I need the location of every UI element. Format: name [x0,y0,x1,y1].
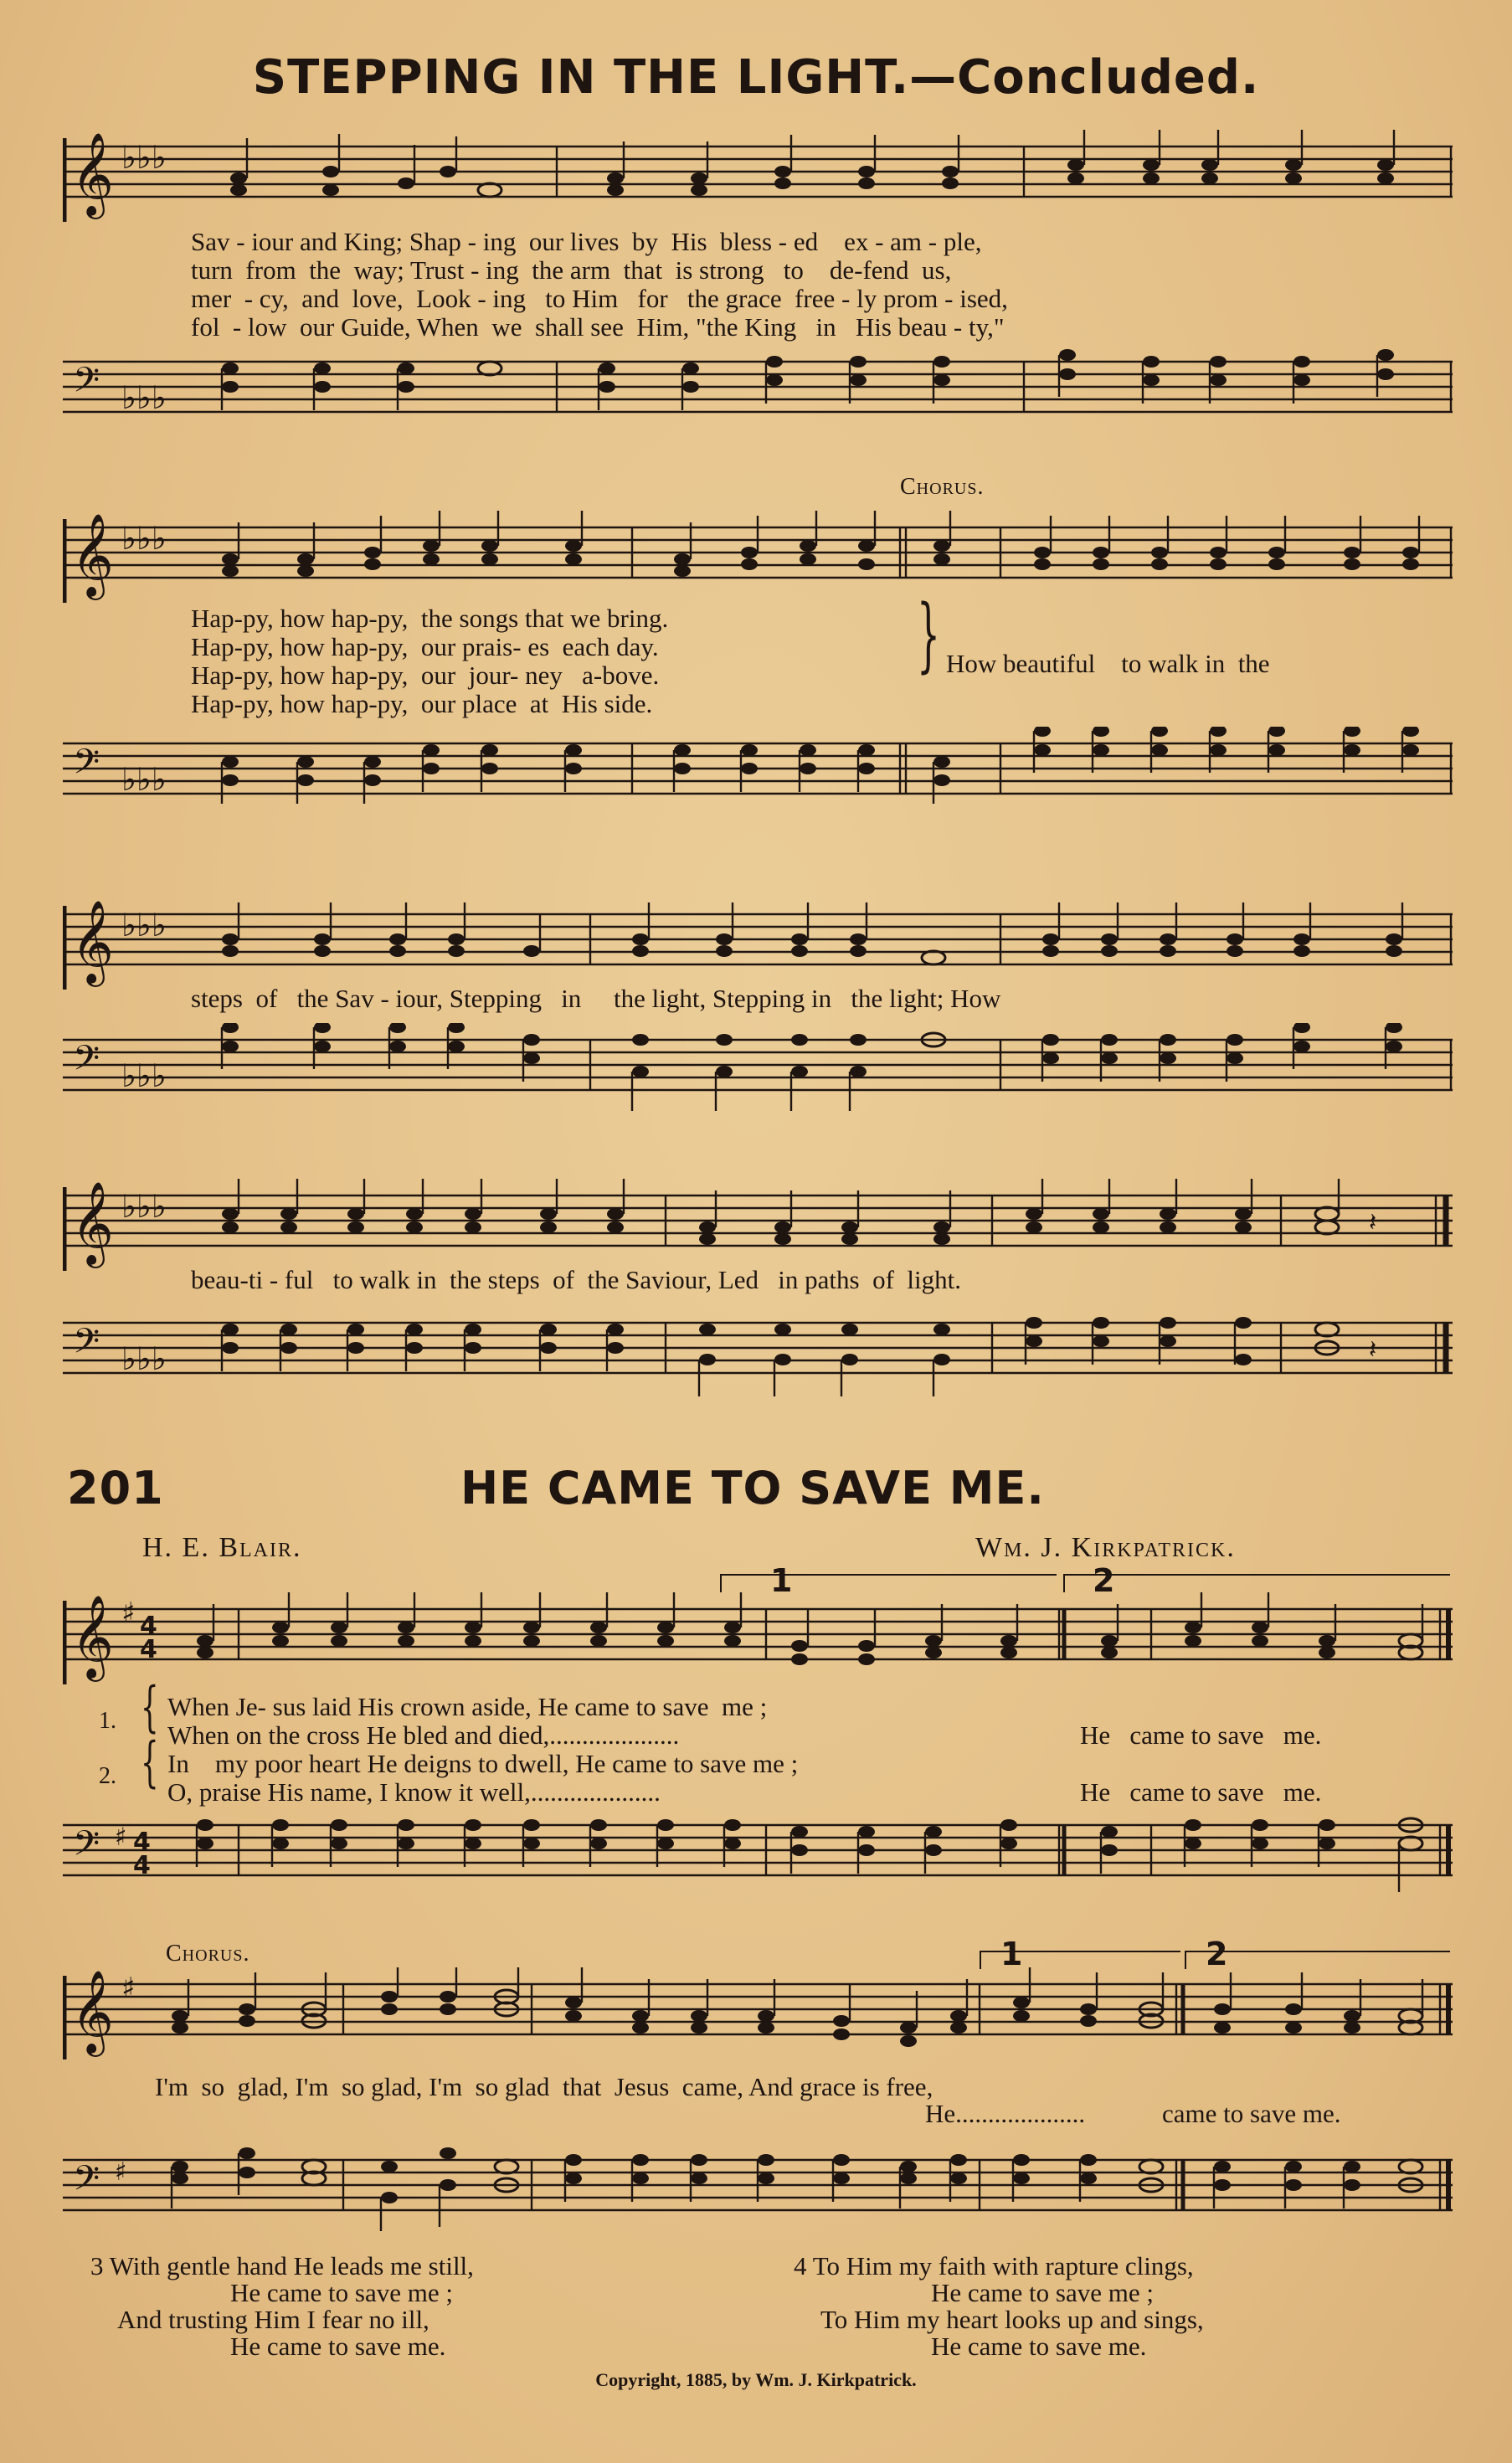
song2-chorus-line-1: I'm so glad, I'm so glad, I'm so glad that Jesus came, And grace is free, [155,2072,933,2101]
svg-text:♭♭♭: ♭♭♭ [121,139,167,176]
svg-text:♭♭♭: ♭♭♭ [121,379,167,416]
svg-text:𝄢: 𝄢 [73,742,100,790]
lyric-line: Hap-py, how hap-py, the songs that we bring. [191,604,669,633]
stanza-3-line: He came to save me. [230,2332,446,2361]
svg-text:♯: ♯ [121,1972,136,2005]
svg-text:𝄢: 𝄢 [73,1823,100,1872]
treble-staff-lines [63,1592,1453,1684]
chorus-label: Chorus. [900,474,985,500]
svg-text:♭♭♭: ♭♭♭ [121,1057,167,1094]
song2-system-2-bass-staff [63,2143,1453,2235]
svg-text:𝄞: 𝄞 [71,1595,114,1679]
svg-text:𝄽: 𝄽 [1369,1208,1377,1237]
verse-2-line-1: In my poor heart He deigns to dwell, He came to save me ; [167,1749,799,1778]
svg-text:𝄞: 𝄞 [71,513,114,597]
system-2-treble-staff [63,511,1453,603]
treble-staff-lines [63,511,1453,603]
verse-2-brace-icon: { [141,1731,159,1795]
svg-text:𝄢: 𝄢 [73,1038,100,1087]
song2-title: HE CAME TO SAVE ME. [460,1462,1045,1514]
bass-staff-lines [63,1023,1453,1115]
svg-text:4: 4 [133,1828,151,1857]
lyric-line: fol - low our Guide, When we shall see Him, "the King in His beau - ty," [191,312,1005,342]
chorus-line-2-lyric: steps of the Sav - iour, Stepping in the light, Stepping in the light; How [191,984,1001,1013]
song2-system-1-treble-staff [63,1592,1453,1684]
system-2-bass-staff [63,727,1453,819]
ending-number-1: 1 [770,1562,794,1599]
bass-staff-lines [63,727,1453,819]
song2-chorus-line-2b: came to save me. [1162,2099,1341,2128]
treble-staff-lines [63,1967,1453,2059]
svg-text:♭♭♭: ♭♭♭ [121,761,167,798]
svg-text:♯: ♯ [115,2157,127,2187]
lyric-line: Hap-py, how hap-py, our place at His side. [191,689,653,718]
bass-staff-lines [63,1808,1453,1900]
song2-chorus-label: Chorus. [166,1941,250,1967]
verse-number-1: 1. [99,1708,116,1734]
svg-text:4: 4 [133,1851,151,1880]
bass-staff-lines [63,2143,1453,2235]
song2-system-1-bass-staff [63,1808,1453,1900]
svg-text:𝄢: 𝄢 [73,2158,100,2207]
treble-staff-lines [63,1179,1453,1271]
lyric-line: mer - cy, and love, Look - ing to Him for the grace free - ly prom - ised, [191,284,1008,313]
lyric-line: Sav - iour and King; Shap - ing our lives by His bless - ed ex - am - ple, [191,227,982,256]
stanza-3-line: And trusting Him I fear no ill, [117,2305,429,2334]
bass-staff-lines [63,1306,1453,1398]
system-4-bass-staff [63,1306,1453,1398]
chorus-ending-number-1: 1 [1000,1936,1024,1972]
author: H. E. Blair. [142,1532,302,1563]
svg-text:♯: ♯ [121,1597,136,1630]
svg-text:♭♭♭: ♭♭♭ [121,520,167,557]
svg-text:𝄞: 𝄞 [71,1181,114,1265]
verse-1-brace-icon: { [141,1676,159,1740]
treble-staff-lines [63,897,1453,990]
system-3-bass-staff [63,1023,1453,1115]
svg-text:𝄞: 𝄞 [71,1970,114,2054]
svg-text:♭♭♭: ♭♭♭ [121,907,167,944]
song2-chorus-line-2a: He.................... [925,2099,1086,2128]
stanza-3-line: 3 With gentle hand He leads me still, [90,2251,474,2280]
system-4-treble-staff [63,1179,1453,1271]
verse-2-line-2: O, praise His name, I know it well,.................... [167,1777,661,1807]
lyric-line: Hap-py, how hap-py, our prais- es each day. [191,632,659,661]
svg-text:4: 4 [140,1612,157,1641]
svg-text:𝄢: 𝄢 [73,360,100,409]
svg-text:4: 4 [140,1635,157,1664]
hymn-number: 201 [67,1462,164,1514]
lyric-line: Hap-py, how hap-py, our jour- ney a-bove. [191,661,660,690]
svg-text:♭♭♭: ♭♭♭ [121,1340,167,1377]
stanza-4-line: He came to save me. [931,2332,1147,2361]
song1-title: STEPPING IN THE LIGHT.—Concluded. [252,50,1260,105]
system-1-treble-staff [63,130,1453,222]
verse-2-ending: He came to save me. [1080,1777,1322,1807]
verse-number-2: 2. [99,1763,116,1789]
chorus-start-lyric: How beautiful to walk in the [946,649,1270,678]
bass-staff-lines [63,345,1453,437]
svg-text:𝄽: 𝄽 [1369,1335,1377,1365]
chorus-line-3-lyric: beau-ti - ful to walk in the steps of the Saviour, Led in paths of light. [191,1265,961,1294]
svg-text:𝄢: 𝄢 [73,1321,100,1370]
brace-icon: } [917,588,940,682]
song2-system-2-treble-staff [63,1967,1453,2059]
stanza-3-line: He came to save me ; [230,2278,453,2307]
system-3-treble-staff [63,897,1453,990]
verse-1-ending: He came to save me. [1080,1720,1322,1750]
treble-staff-lines [63,130,1453,222]
verse-1-line-1: When Je- sus laid His crown aside, He came to save me ; [167,1692,768,1721]
stanza-4-line: To Him my heart looks up and sings, [820,2305,1204,2334]
verse-1-line-2: When on the cross He bled and died,.................... [167,1720,680,1750]
svg-text:♭♭♭: ♭♭♭ [121,1188,167,1225]
svg-text:𝄞: 𝄞 [71,132,114,216]
chorus-ending-number-2: 2 [1206,1936,1229,1972]
system-1-bass-staff [63,345,1453,437]
ending-bracket-2 [1063,1574,1450,1592]
composer: Wm. J. Kirkpatrick. [975,1532,1236,1563]
copyright: Copyright, 1885, by Wm. J. Kirkpatrick. [595,2369,917,2390]
stanza-4-line: He came to save me ; [931,2278,1154,2307]
stanza-4-line: 4 To Him my faith with rapture clings, [794,2251,1194,2280]
lyric-line: turn from the way; Trust - ing the arm that is strong to de-fend us, [191,255,952,285]
svg-text:♯: ♯ [115,1823,127,1852]
ending-number-2: 2 [1093,1562,1116,1599]
svg-text:𝄞: 𝄞 [71,900,114,984]
